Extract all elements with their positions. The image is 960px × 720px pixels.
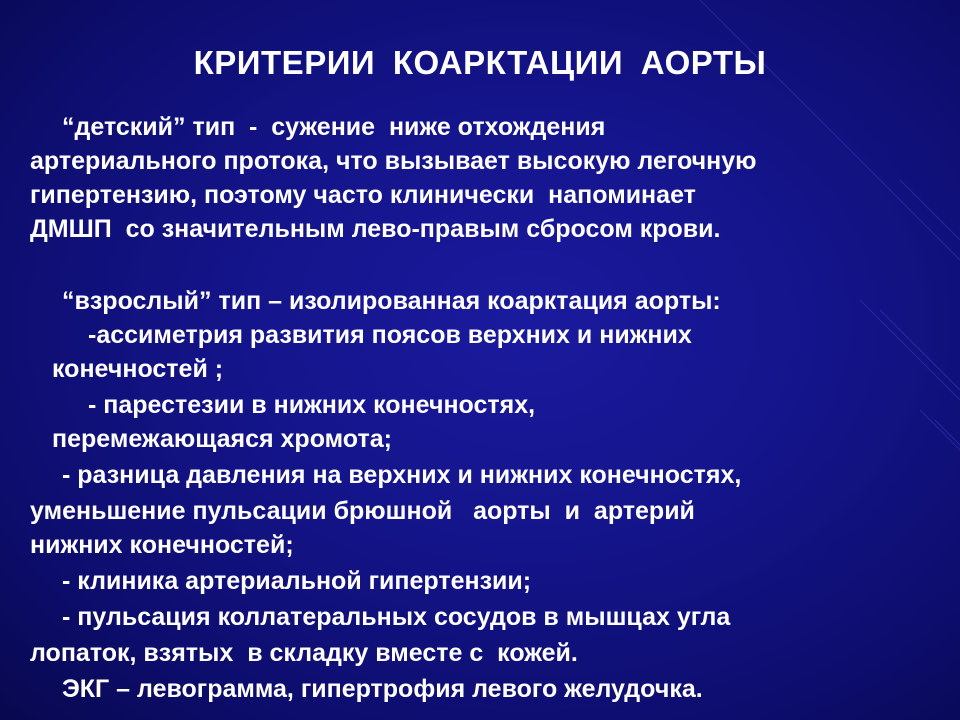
text-line: конечностей ; (52, 355, 224, 383)
text-line: - парестезии в нижних конечностях, (88, 391, 536, 419)
text-line: - пульсация коллатеральных сосудов в мышцах угла (62, 603, 731, 631)
text-line: ЭКГ – левограмма, гипертрофия левого желудочка. (62, 675, 703, 703)
text-line: -ассиметрия развития поясов верхних и нижних (88, 321, 692, 349)
text-line: - клиника артериальной гипертензии; (62, 567, 532, 595)
text-line: гипертензию, поэтому часто клинически напоминает (30, 181, 696, 209)
text-line: нижних конечностей; (30, 531, 294, 559)
text-line: уменьшение пульсации брюшной аорты и артерий (30, 497, 695, 525)
text-line: ДМШП со значительным лево-правым сбросом крови. (30, 215, 721, 243)
text-line: “взрослый” тип – изолированная коарктация аорты: (62, 287, 721, 315)
text-line: лопаток, взятых в складку вместе с кожей. (30, 639, 578, 667)
slide-title: КРИТЕРИИ КОАРКТАЦИИ АОРТЫ (193, 44, 767, 81)
text-line: перемежающаяся хромота; (52, 425, 392, 453)
text-line: артериального протока, что вызывает высокую легочную (30, 147, 757, 175)
text-line: - разница давления на верхних и нижних конечностях, (62, 461, 742, 489)
text-line: “детский” тип - сужение ниже отхождения (62, 113, 606, 141)
